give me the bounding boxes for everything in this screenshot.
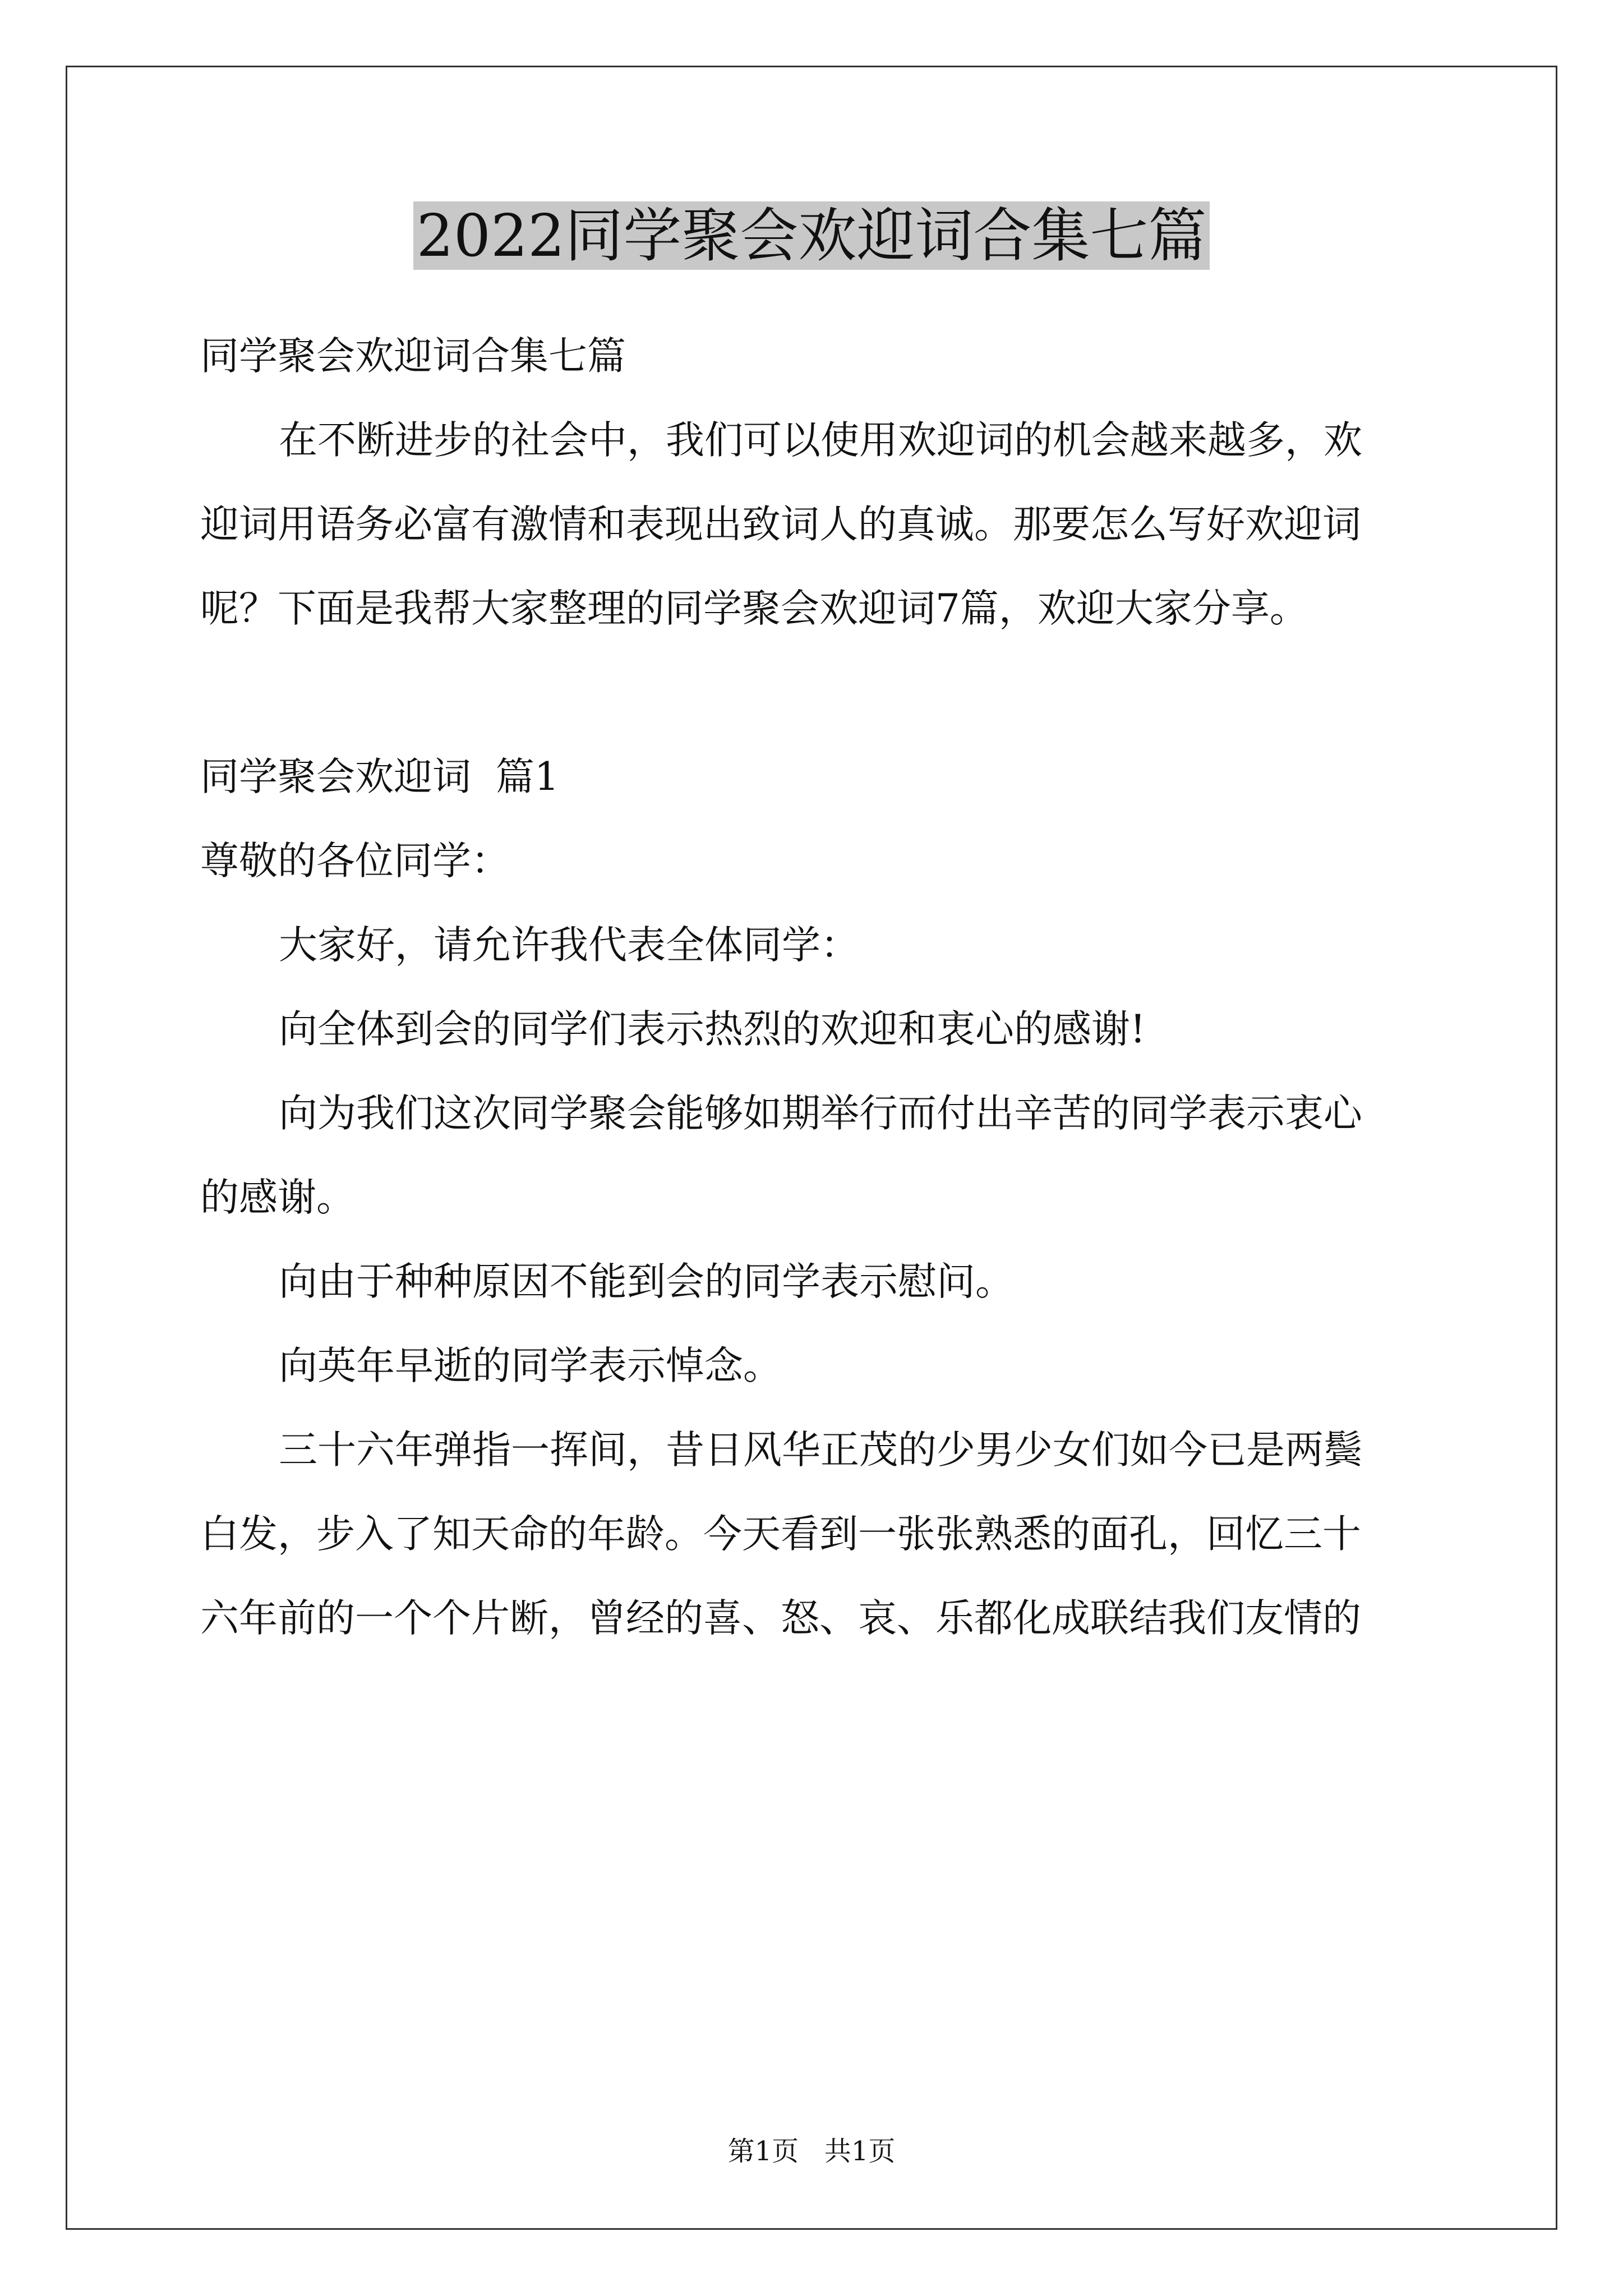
body-line: 向全体到会的同学们表示热烈的欢迎和衷心的感谢! — [279, 1007, 1146, 1052]
page-footer — [0, 2134, 1623, 2168]
body-paragraphs — [200, 903, 1428, 1660]
body-line: 向为我们这次同学聚会能够如期举行而付出辛苦的同学表示衷心 — [279, 1091, 1362, 1136]
body-line: 向英年早逝的同学表示悼念。 — [279, 1343, 782, 1388]
intro-line: 在不断进步的社会中，我们可以使用欢迎词的机会越来越多，欢 — [279, 418, 1362, 463]
body-line: 三十六年弹指一挥间，昔日风华正茂的少男少女们如今已是两鬓 — [279, 1428, 1362, 1473]
body-line: 向由于种种原因不能到会的同学表示慰问。 — [279, 1259, 1014, 1304]
page-number: 第1页 共1页 — [727, 2136, 896, 2167]
body-line: 白发，步入了知天命的年龄。今天看到一张张熟悉的面孔，回忆三十 — [200, 1512, 1361, 1557]
body-line: 大家好，请允许我代表全体同学： — [279, 923, 859, 968]
document-title-text: 2022同学聚会欢迎词合集七篇 — [413, 201, 1210, 270]
document-title — [0, 196, 1623, 275]
intro-line: 呢？下面是我帮大家整理的同学聚会欢迎词7篇，欢迎大家分享。 — [200, 586, 1308, 631]
paragraph-gap — [200, 651, 1428, 735]
body-line: 六年前的一个个片断，曾经的喜、怒、哀、乐都化成联结我们友情的 — [200, 1596, 1361, 1641]
salutation: 尊敬的各位同学： — [200, 839, 510, 884]
body-line: 的感谢。 — [200, 1175, 355, 1220]
intro-line: 迎词用语务必富有激情和表现出致词人的真诚。那要怎么写好欢迎词 — [200, 502, 1361, 547]
section-heading: 同学聚会欢迎词 篇1 — [200, 754, 559, 799]
document-body — [200, 314, 1428, 1660]
subtitle: 同学聚会欢迎词合集七篇 — [200, 334, 626, 379]
